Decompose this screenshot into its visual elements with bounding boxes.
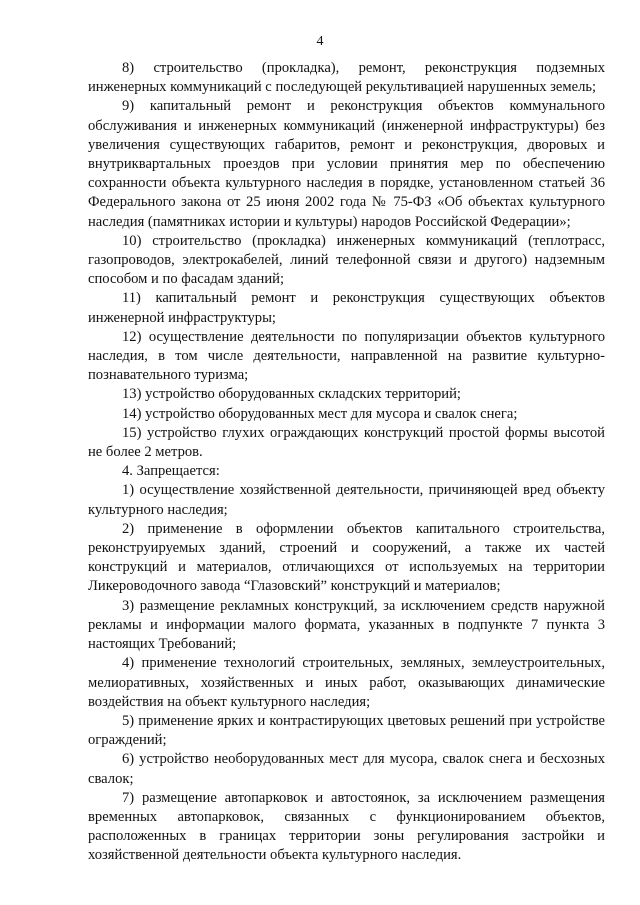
page-number: 4: [316, 34, 324, 49]
prohibited-item-4: 4) применение технологий строительных, земляных, землеустроительных, мелиоративных, хозяйственных и иных работ, оказывающих динамические воздействия на объект культурного наследия;: [88, 655, 605, 710]
paragraph-item-11: 11) капитальный ремонт и реконструкция существующих объектов инженерной инфраструктуры;: [88, 290, 605, 326]
prohibited-item-3: 3) размещение рекламных конструкций, за исключением средств наружной рекламы и информации малого формата, указанных в подпункте 7 пункта 3 настоящих Требований;: [88, 597, 605, 653]
prohibited-item-6: 6) устройство необорудованных мест для мусора, свалок снега и бесхозных свалок;: [88, 751, 605, 787]
prohibited-item-7: 7) размещение автопарковок и автостоянок, за исключением размещения временных автопарковок, связанных с функционированием объектов, расположенных в границах территории зоны регулирования застройки и хозяйственной деятельности объекта культурного наследия.: [88, 789, 605, 864]
paragraph-item-15: 15) устройство глухих ограждающих конструкций простой формы высотой не более 2 метров.: [88, 424, 605, 461]
section-heading-prohibited: 4. Запрещается:: [122, 463, 220, 480]
paragraph-item-10: 10) строительство (прокладка) инженерных коммуникаций (теплотрасс, газопроводов, электрокабелей, линий телефонной связи и другого) надземным способом и по фасадам зданий;: [88, 232, 605, 288]
document-body: [88, 59, 605, 866]
prohibited-item-5: 5) применение ярких и контрастирующих цветовых решений при устройстве ограждений;: [88, 712, 605, 749]
paragraph-item-14: 14) устройство оборудованных мест для мусора и свалок снега;: [122, 405, 518, 422]
paragraph-item-9: 9) капитальный ремонт и реконструкция объектов коммунального обслуживания и инженерных коммуникаций (инженерной инфраструктуры) без увеличения существующих габаритов, ремонт и реконструкция, дворовых и внутриквартальных проездов при условии принятия мер по обеспечению сохранности объекта культурного наследия в порядке, установленном статьей 36 Федерального закона от 25 июня 2002 года № 75-ФЗ «Об объектах культурного наследия (памятниках истории и культуры) народов Российской Федерации»;: [88, 98, 605, 230]
prohibited-item-1: 1) осуществление хозяйственной деятельности, причиняющей вред объекту культурного наследия;: [88, 482, 605, 518]
paragraph-item-8: 8) строительство (прокладка), ремонт, реконструкция подземных инженерных коммуникаций с последующей рекультивацией нарушенных земель;: [88, 60, 605, 96]
prohibited-item-2: 2) применение в оформлении объектов капитального строительства, реконструируемых зданий, строений и сооружений, а также их частей конструкций и материалов, отличающихся от используемых на территории Ликероводочного завода “Глазовский” конструкций и материалов;: [88, 520, 605, 595]
paragraph-item-13: 13) устройство оборудованных складских территорий;: [122, 386, 461, 403]
paragraph-item-12: 12) осуществление деятельности по популяризации объектов культурного наследия, в том числе деятельности, направленной на развитие культурно-познавательного туризма;: [88, 328, 605, 384]
